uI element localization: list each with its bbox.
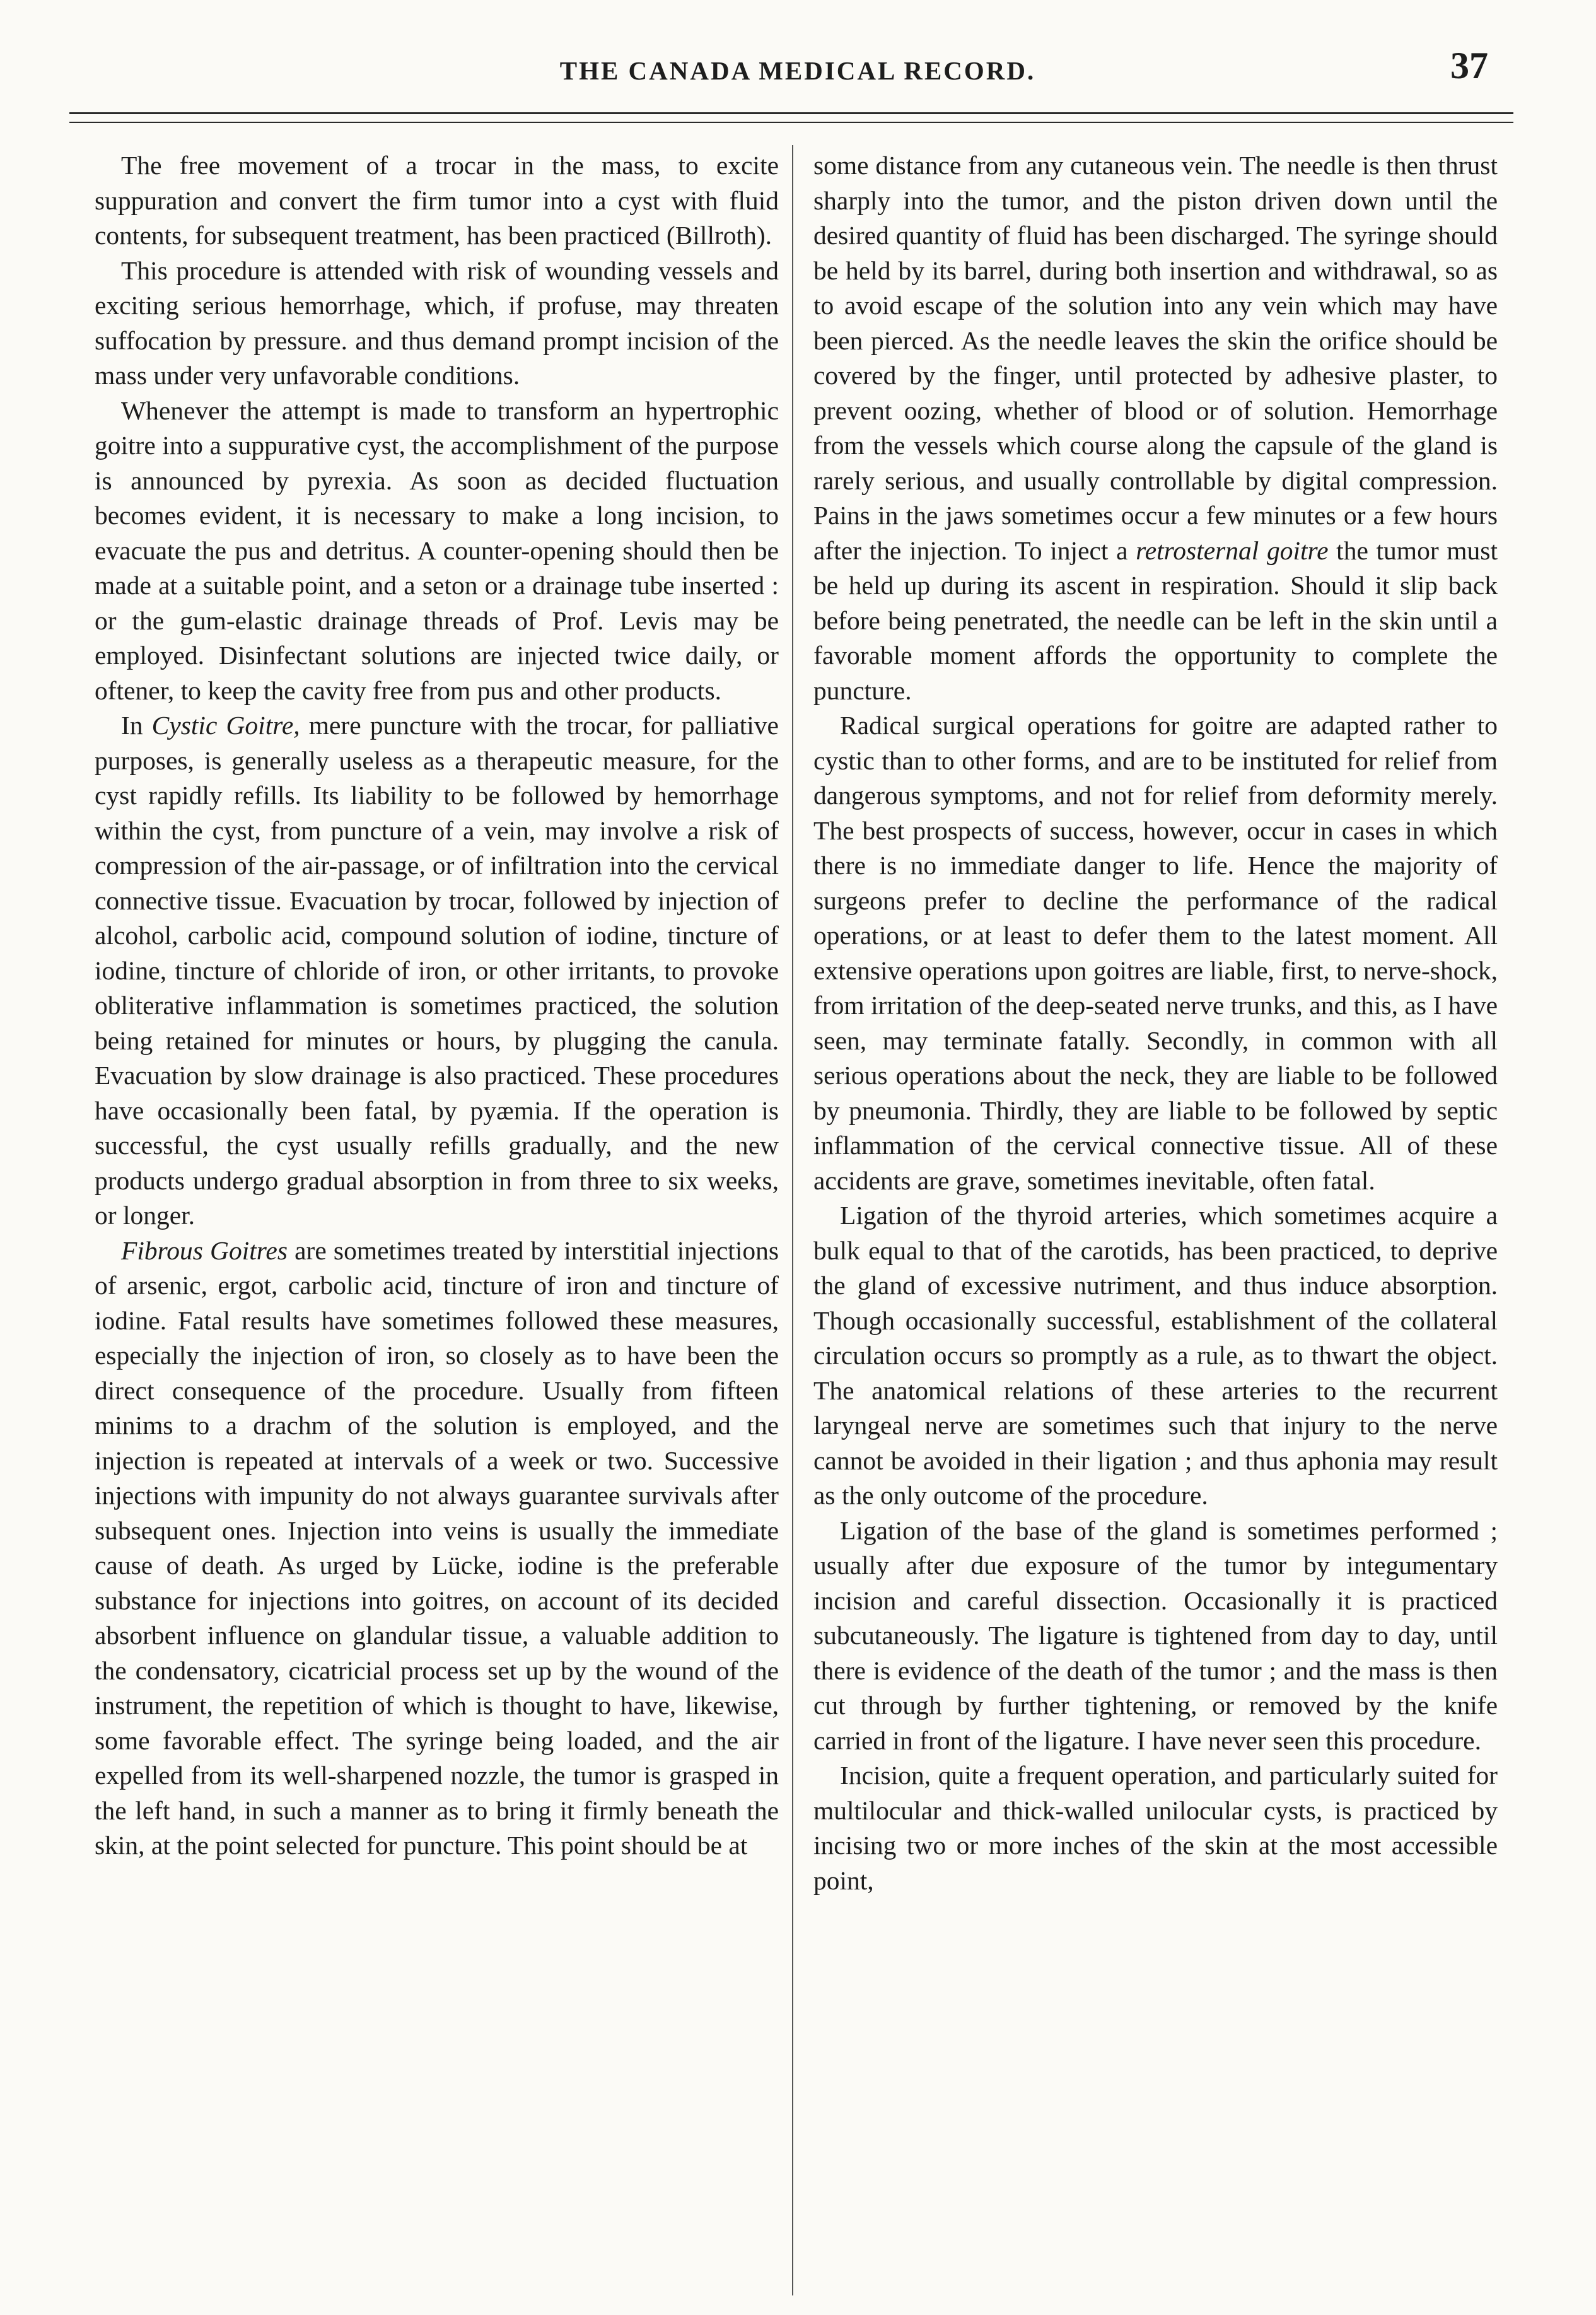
paragraph-lead: In <box>121 711 152 740</box>
right-column <box>813 148 1498 2305</box>
paragraph-text: mere puncture with the trocar, for palliative purposes, is generally useless as a therapeutic measure, for the cyst rapidly refills. Its liability to be followed by hemorrhage within the cyst, from puncture of a vein, may involve a risk of compression of the air-passage, or of infiltration into the cervical connective tissue. Evacuation by trocar, followed by injection of alcohol, carbolic acid, compound solution of iodine, tincture of iodine, tincture of chloride of iron, or other irritants, to provoke obliterative inflammation is sometimes practiced, the solution being retained for minutes or hours, by plugging the canula. Evacuation by slow drainage is also practiced. These procedures have occasionally been fatal, by pyæmia. If the operation is successful, the cyst usually refills gradually, and the new products undergo gradual absorption in from three to six weeks, or longer. <box>95 711 779 1230</box>
paragraph: Incision, quite a frequent operation, and particularly suited for multilocular and thick-walled unilocular cysts, is practiced by incising two or more inches of the skin at the most accessible point, <box>813 1761 1498 1895</box>
running-header <box>95 44 1501 101</box>
italic-term: Fibrous Goitres <box>121 1235 288 1265</box>
italic-term: Cystic Goitre, <box>151 711 300 740</box>
page-number: 37 <box>1450 45 1488 86</box>
paragraph: Ligation of the thyroid arteries, which sometimes acquire a bulk equal to that of the carotids, has been practiced, to deprive the gland of excessive nutriment, and thus induce absorption. Though occasionally successful, establishment of the collateral circulation occurs so promptly as a rule, as to thwart the object. The anatomical relations of these arteries to the recurrent laryngeal nerve are sometimes such that injury to the nerve cannot be avoided in their ligation ; and thus aphonia may result as the only outcome of the procedure. <box>813 1201 1498 1510</box>
paragraph-text: some distance from any cutaneous vein. The needle is then thrust sharply into the tumor, and the piston driven down until the desired quantity of fluid has been discharged. The syringe should be held by its barrel, during both insertion and withdrawal, so as to avoid escape of the solution into any vein which may have been pierced. As the needle leaves the skin the orifice should be covered by the finger, until protected by adhesive plaster, to prevent oozing, whether of blood or of solution. Hemorrhage from the vessels which course along the capsule of the gland is rarely serious, and usually controllable by digital compression. Pains in the jaws sometimes occur a few minutes or a few hours after the injection. To inject a <box>813 151 1498 565</box>
paragraph: Ligation of the base of the gland is sometimes performed ; usually after due exposure of the tumor by integumentary incision and careful dissection. Occasionally it is practiced subcutaneously. The ligature is tightened from day to day, until there is evidence of the death of the tumor ; and the mass is then cut through by further tightening, or removed by the knife carried in front of the ligature. I have never seen this procedure. <box>813 1515 1498 1755</box>
paragraph: Whenever the attempt is made to transform an hypertrophic goitre into a suppurative cyst, the accomplishment of the purpose is announced by pyrexia. As soon as decided fluctuation becomes evident, it is necessary to make a long incision, to evacuate the pus and detritus. A counter-opening should then be made at a suitable point, and a seton or a drainage tube inserted : or the gum-elastic drainage threads of Prof. Levis may be employed. Disinfectant solutions are injected twice daily, or oftener, to keep the cavity free from pus and other products. <box>95 395 779 705</box>
paragraph: The free movement of a trocar in the mass, to excite suppuration and convert the firm tumor into a cyst with fluid contents, for subsequent treatment, has been practiced (Billroth). <box>95 151 779 250</box>
italic-term: retrosternal goitre <box>1136 535 1329 565</box>
paragraph <box>95 708 779 1233</box>
journal-title: THE CANADA MEDICAL RECORD. <box>559 56 1036 85</box>
header-rule-top <box>69 112 1513 114</box>
column-divider <box>792 145 793 2295</box>
paragraph: Radical surgical operations for goitre are adapted rather to cystic than to other forms, and are to be instituted for relief from dangerous symptoms, and not for relief from deformity merely. The best prospects of success, however, occur in cases in which there is no immediate danger to life. Hence the majority of surgeons prefer to decline the performance of the radical operations, or at least to defer them to the latest moment. All extensive operations upon goitres are liable, first, to nerve-shock, from irritation of the deep-seated nerve trunks, and this, as I have seen, may terminate fatally. Secondly, in common with all serious operations about the neck, they are liable to be followed by pneumonia. Thirdly, they are liable to be followed by septic inflammation of the cervical connective tissue. All of these accidents are grave, sometimes inevitable, often fatal. <box>813 711 1498 1195</box>
left-column <box>95 148 779 2305</box>
paragraph <box>95 1233 779 1863</box>
header-rule-bottom <box>69 122 1513 123</box>
paragraph <box>813 148 1498 708</box>
paragraph: This procedure is attended with risk of wounding vessels and exciting serious hemorrhage, which, if profuse, may threaten suffocation by pressure. and thus demand prompt incision of the mass under very unfavorable conditions. <box>95 255 779 390</box>
paragraph-text: are sometimes treated by interstitial injections of arsenic, ergot, carbolic acid, tincture of iron and tincture of iodine. Fatal results have sometimes followed these measures, especially the injection of iron, so closely as to have been the direct consequence of the procedure. Usually from fifteen minims to a drachm of the solution is employed, and the injection is repeated at intervals of a week or two. Successive injections with impunity do not always guarantee survivals after subsequent ones. Injection into veins is usually the immediate cause of death. As urged by Lücke, iodine is the preferable substance for injections into goitres, on account of its decided absorbent influence on glandular tissue, a valuable addition to the condensatory, cicatricial process set up by the wound of the instrument, the repetition of which is thought to have, likewise, some favorable effect. The syringe being loaded, and the air expelled from its well-sharpened nozzle, the tumor is grasped in the left hand, in such a manner as to bring it firmly beneath the skin, at the point selected for puncture. This point should be at <box>95 1235 779 1860</box>
paragraph-text: the tumor must be held up during its ascent in respiration. Should it slip back before being penetrated, the needle can be left in the skin until a favorable moment affords the opportunity to complete the puncture. <box>813 535 1498 705</box>
